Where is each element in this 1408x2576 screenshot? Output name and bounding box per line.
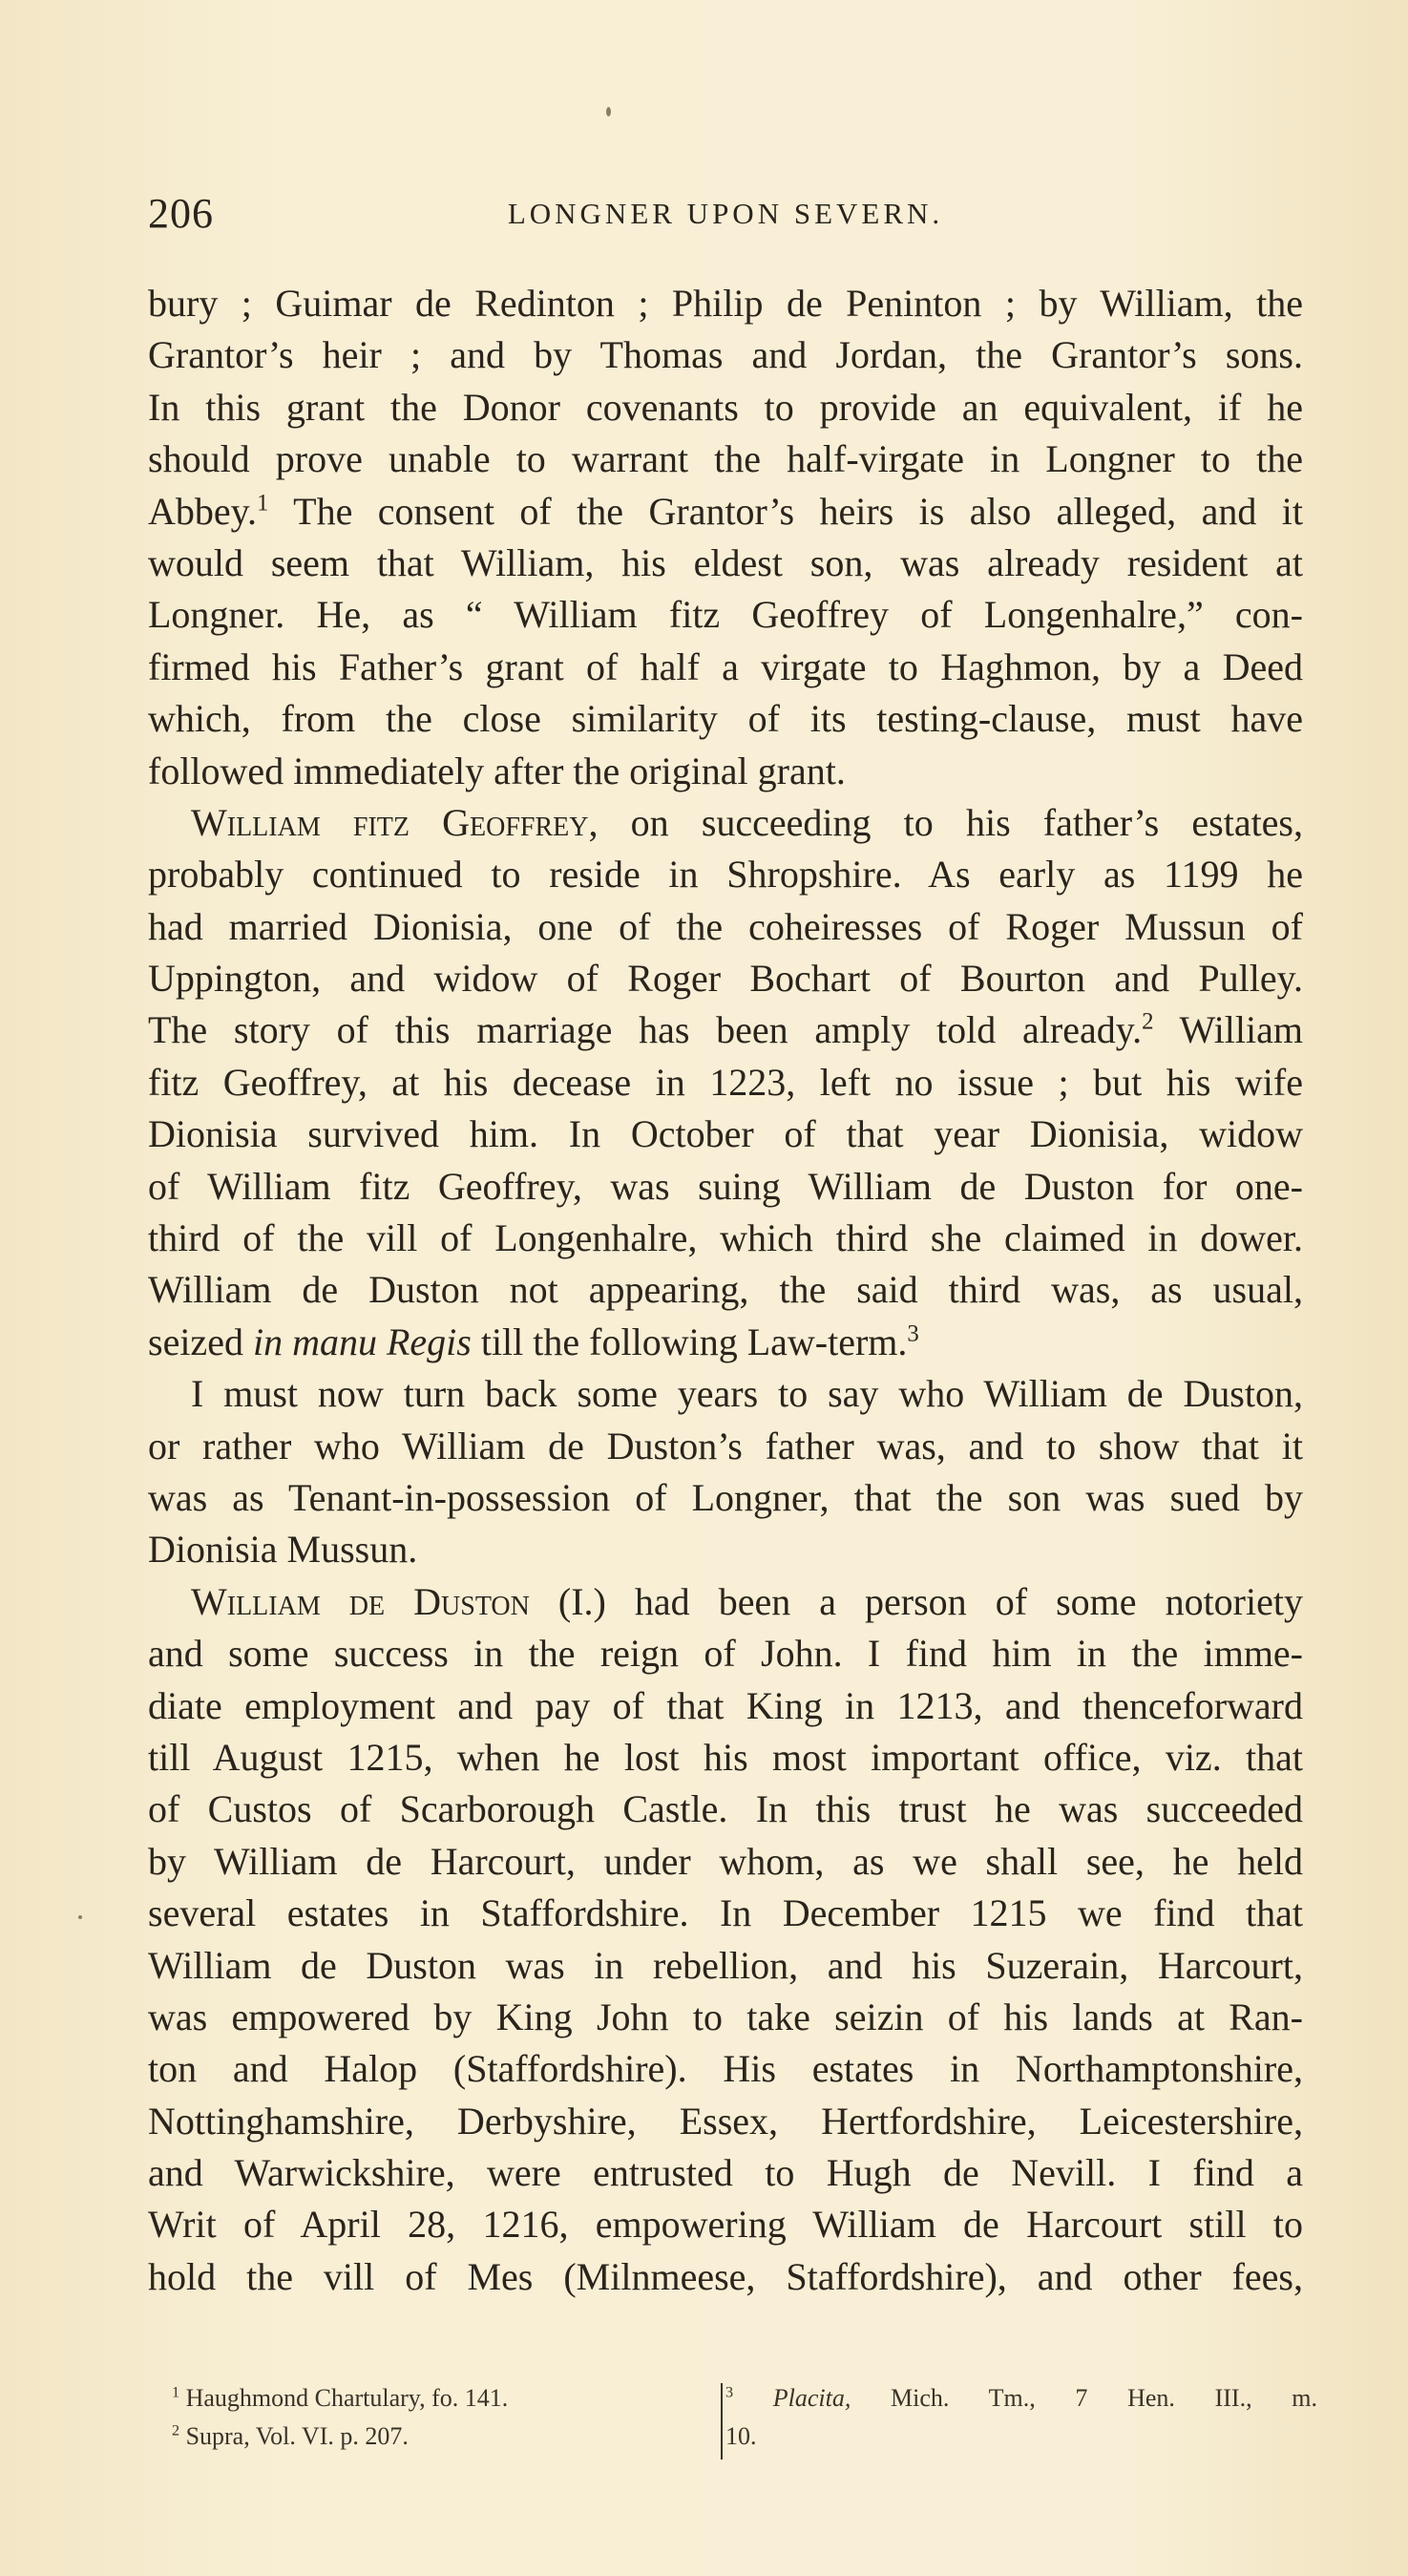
text-run: (I.) had been a person of some notoriety xyxy=(529,1579,1303,1623)
page-number: 206 xyxy=(148,190,214,237)
footnote-column-divider xyxy=(721,2383,723,2460)
ink-speck xyxy=(606,107,611,116)
text-run: Abbey. xyxy=(148,489,258,533)
text-run: till the following Law-term. xyxy=(471,1320,908,1363)
text-line: third of the vill of Longenhalre, which third she claimed in dower. xyxy=(148,1216,1303,1260)
text-line: ton and Halop (Staffordshire). His estates in Northamptonshire, xyxy=(148,2047,1303,2091)
running-title: LONGNER UPON SEVERN. xyxy=(507,197,944,230)
text-line: probably continued to reside in Shropshire. As early as 1199 he xyxy=(148,853,1303,897)
text-line xyxy=(148,486,1303,538)
text-line: Longner. He, as “ William fitz Geoffrey of Longenhalre,” con- xyxy=(148,593,1303,637)
text-line: firmed his Father’s grant of half a virgate to Haghmon, by a Deed xyxy=(148,644,1303,688)
text-line: Grantor’s heir ; and by Thomas and Jordan, the Grantor’s sons. xyxy=(148,333,1303,377)
footnote-text: Supra, Vol. VI. p. 207. xyxy=(185,2422,409,2450)
text-line: Dionisia survived him. In October of that year Dionisia, widow xyxy=(148,1112,1303,1156)
text-line: In this grant the Donor covenants to provide an equivalent, if he xyxy=(148,385,1303,429)
text-line: I must now turn back some years to say who William de Duston, xyxy=(191,1372,1303,1416)
footnotes xyxy=(172,2379,1317,2465)
text-line: and Warwickshire, were entrusted to Hugh de Nevill. I find a xyxy=(148,2151,1303,2195)
text-run: , on succeeding to his father’s estates, xyxy=(588,800,1303,844)
text-line: of William fitz Geoffrey, was suing William de Duston for one- xyxy=(148,1164,1303,1208)
person-name-small-caps: William fitz Geoffrey xyxy=(191,800,589,844)
text-line xyxy=(148,1317,1303,1368)
footnote-ref: 2 xyxy=(1142,1009,1154,1036)
footnote-marker: 3 xyxy=(725,2384,734,2401)
footnote-marker: 2 xyxy=(172,2422,180,2439)
page-header xyxy=(148,189,1303,246)
footnotes-left-column xyxy=(172,2379,706,2456)
text-line xyxy=(148,797,1303,849)
footnote-text: Haughmond Chartulary, fo. 141. xyxy=(185,2384,509,2412)
footnote-2 xyxy=(172,2418,706,2456)
text-line xyxy=(148,1576,1303,1628)
text-line: several estates in Staffordshire. In December 1215 we find that xyxy=(148,1891,1303,1935)
body-text xyxy=(148,278,1303,2303)
text-line: which, from the close similarity of its testing-clause, must have xyxy=(148,697,1303,741)
text-line: had married Dionisia, one of the coheiresses of Roger Mussun of xyxy=(148,904,1303,948)
text-line: should prove unable to warrant the half-virgate in Longner to the xyxy=(148,437,1303,481)
text-line: would seem that William, his eldest son, was already resident at xyxy=(148,540,1303,584)
footnote-1 xyxy=(172,2379,706,2418)
text-line: by William de Harcourt, under whom, as we shall see, he held xyxy=(148,1839,1303,1883)
text-line: followed immediately after the original grant. xyxy=(148,749,846,792)
text-line: or rather who William de Duston’s father was, and to show that it xyxy=(148,1424,1303,1467)
latin-phrase: in manu Regis xyxy=(252,1320,472,1363)
footnote-3 xyxy=(725,2379,1317,2418)
text-line: William de Duston not appearing, the said third was, as usual, xyxy=(148,1268,1303,1312)
text-run: seized xyxy=(148,1320,253,1363)
text-run: William xyxy=(1153,1008,1303,1052)
text-line: of Custos of Scarborough Castle. In this trust he was succeeded xyxy=(148,1787,1303,1831)
text-line: Uppington, and widow of Roger Bochart of Bourton and Pulley. xyxy=(148,957,1303,1001)
text-line: was empowered by King John to take seizin of his lands at Ran- xyxy=(148,1995,1303,2038)
text-line: Writ of April 28, 1216, empowering William de Harcourt still to xyxy=(148,2203,1303,2247)
text-line: bury ; Guimar de Redinton ; Philip de Peninton ; by William, the xyxy=(148,282,1303,325)
footnote-3-continuation: 10. xyxy=(725,2422,757,2450)
text-line: fitz Geoffrey, at his decease in 1223, left no issue ; but his wife xyxy=(148,1060,1303,1104)
text-line: was as Tenant-in-possession of Longner, that the son was sued by xyxy=(148,1475,1303,1519)
footnotes-right-column xyxy=(725,2379,1317,2456)
text-line: hold the vill of Mes (Milnmeese, Staffordshire), and other fees, xyxy=(148,2254,1303,2298)
text-line: William de Duston was in rebellion, and his Suzerain, Harcourt, xyxy=(148,1943,1303,1987)
text-line: Dionisia Mussun. xyxy=(148,1528,418,1572)
text-line: diate employment and pay of that King in 1213, and thenceforward xyxy=(148,1683,1303,1727)
footnote-marker: 1 xyxy=(172,2384,180,2401)
footnote-source-title: Placita, xyxy=(772,2384,851,2412)
text-line xyxy=(148,1004,1303,1056)
footnote-text: Mich. Tm., 7 Hen. III., m. xyxy=(891,2384,1317,2412)
text-run: The story of this marriage has been amply told already. xyxy=(148,1008,1143,1052)
text-line: Nottinghamshire, Derbyshire, Essex, Hertfordshire, Leicestershire, xyxy=(148,2099,1303,2143)
text-run: The consent of the Grantor’s heirs is also alleged, and it xyxy=(268,489,1303,533)
text-line: till August 1215, when he lost his most important office, viz. that xyxy=(148,1735,1303,1779)
ink-speck xyxy=(78,1915,82,1919)
footnote-ref: 1 xyxy=(257,490,269,517)
footnote-ref: 3 xyxy=(907,1320,919,1347)
text-line: and some success in the reign of John. I find him in the imme- xyxy=(148,1632,1303,1676)
person-name-small-caps: William de Duston xyxy=(191,1579,530,1623)
